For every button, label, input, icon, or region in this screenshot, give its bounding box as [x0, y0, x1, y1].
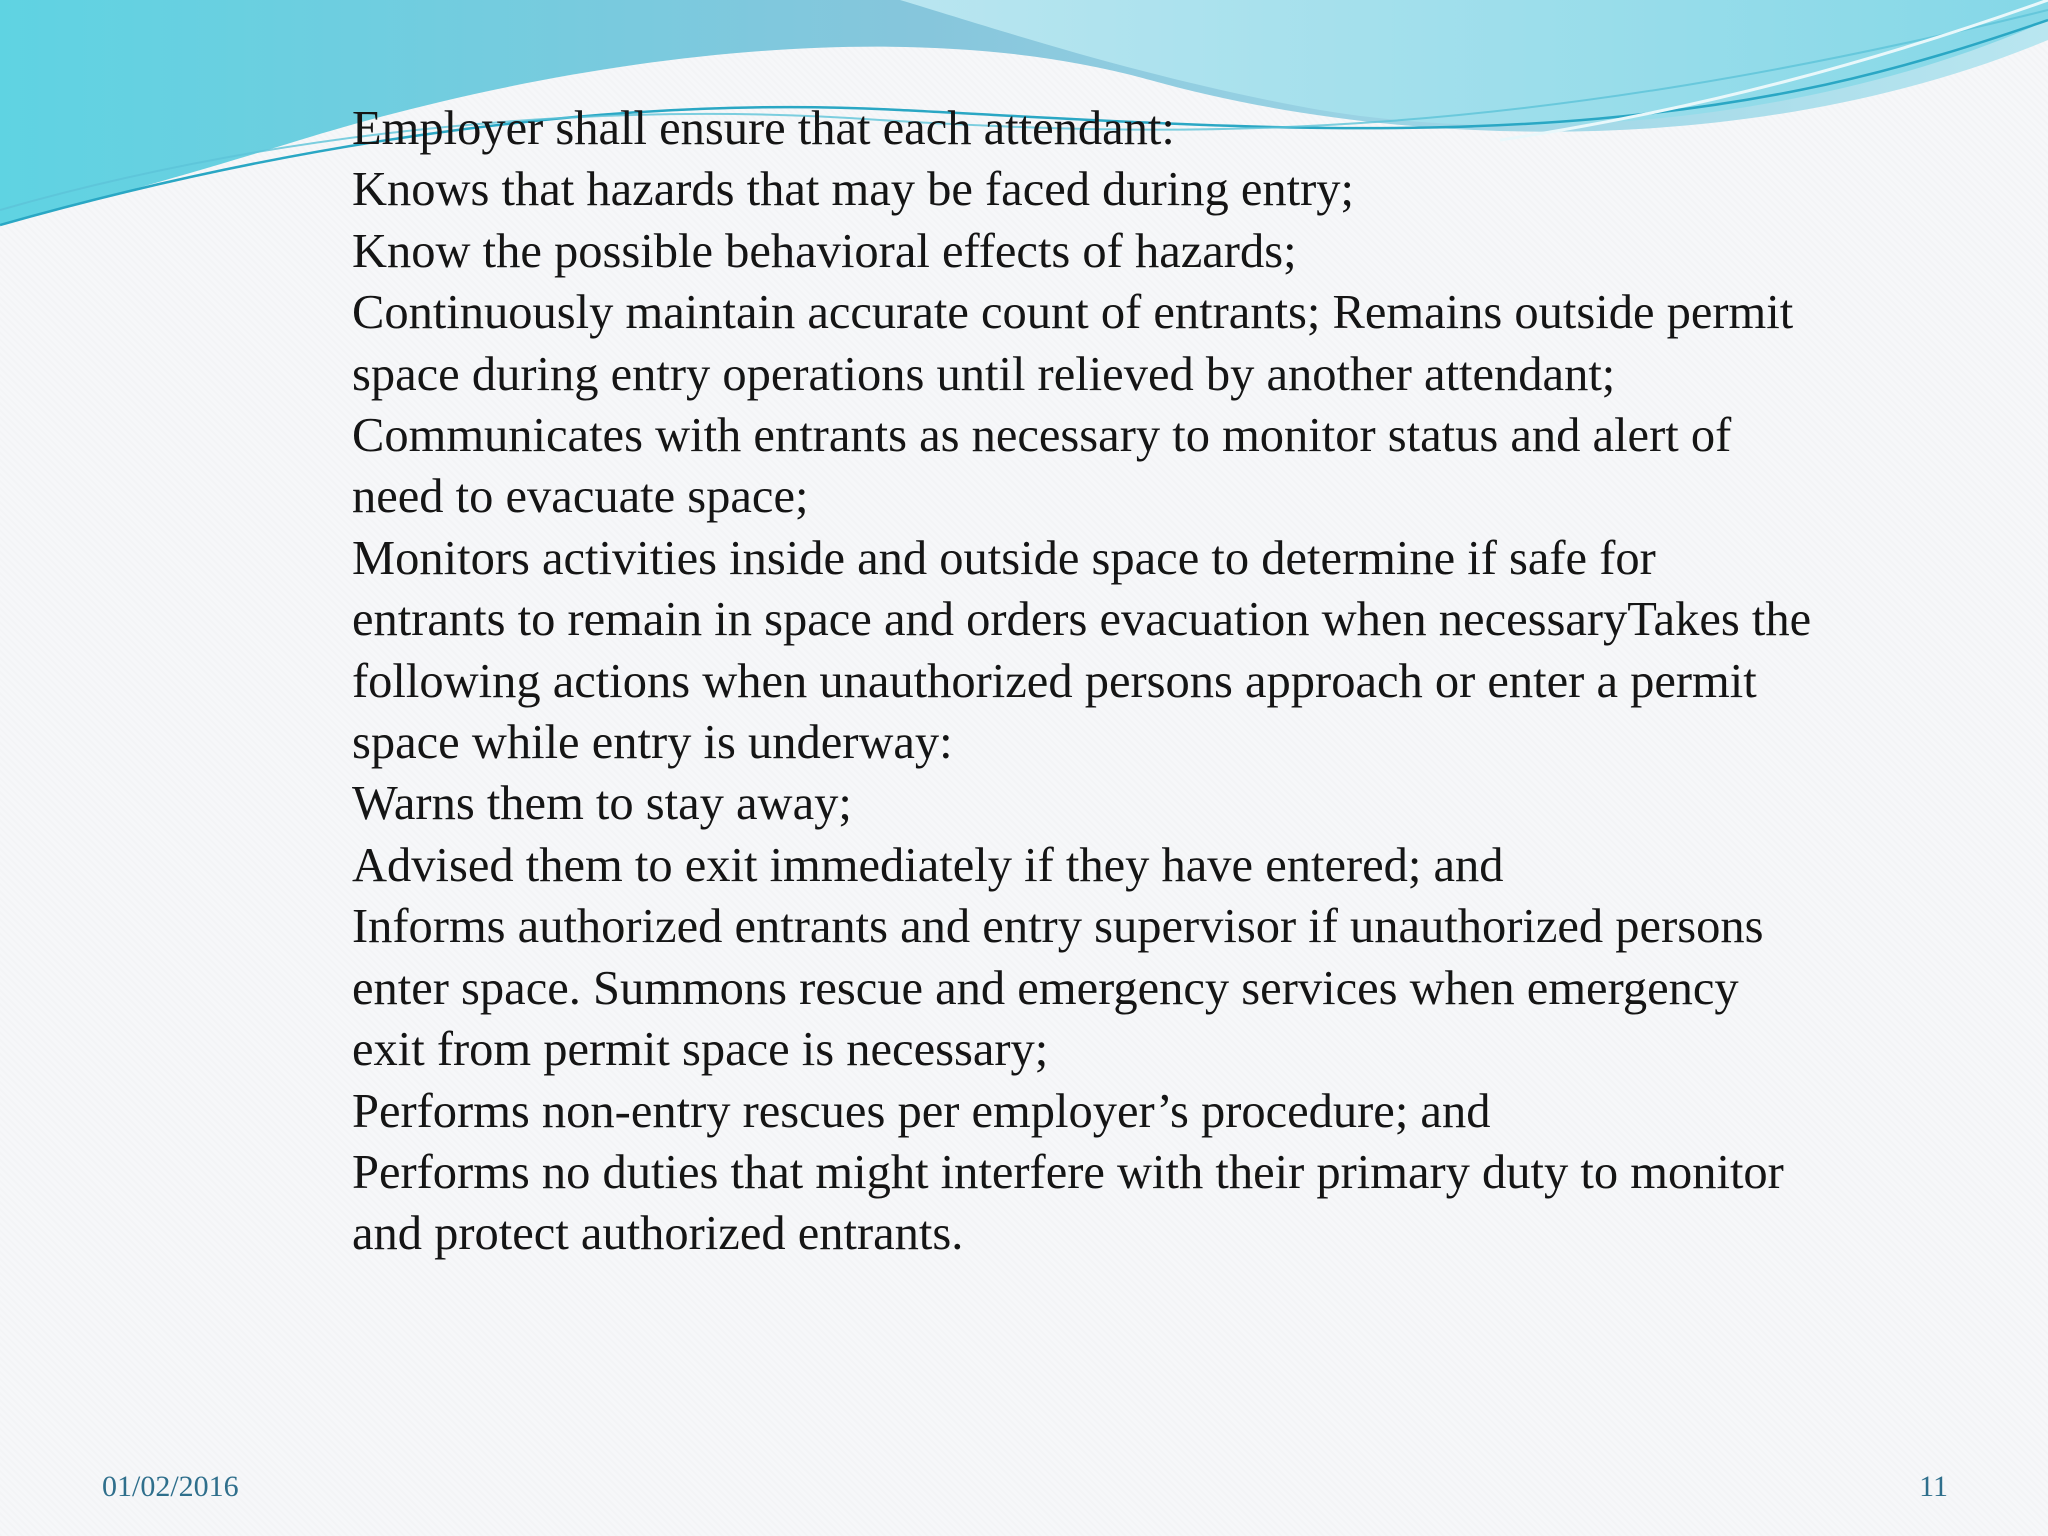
slide-line: Employer shall ensure that each attendant: [352, 102, 1175, 155]
slide-line: Warns them to stay away; [352, 777, 852, 831]
slide-line: Communicates with entrants as necessary to monitor status and alert of need to evacuate space; [352, 409, 1732, 524]
slide-body-text [352, 98, 1812, 1265]
slide-line: Informs authorized entrants and entry supervisor if unauthorized persons enter space. Summons rescue and emergency services when emergency exit from permit space is necessary; [352, 900, 1764, 1077]
slide-line: Performs no duties that might interfere with their primary duty to monitor and protect authorized entrants. [352, 1145, 1784, 1261]
slide-line: Knows that hazards that may be faced during entry; [352, 163, 1354, 217]
slide-line: Performs non-entry rescues per employer’s procedure; and [352, 1084, 1491, 1138]
footer-page-number: 11 [1919, 1470, 1948, 1503]
slide-line: Continuously maintain accurate count of entrants; Remains outside permit space during entry operations until relieved by another attendant; [352, 286, 1794, 401]
slide-line: Know the possible behavioral effects of hazards; [352, 224, 1297, 278]
slide-line: Monitors activities inside and outside space to determine if safe for entrants to remain in space and orders evacuation when necessaryTakes the following actions when unauthorized persons approach or enter a permit space while entry is underway: [352, 531, 1812, 770]
footer-date: 01/02/2016 [102, 1470, 239, 1503]
slide-line: Advised them to exit immediately if they have entered; and [352, 838, 1504, 892]
